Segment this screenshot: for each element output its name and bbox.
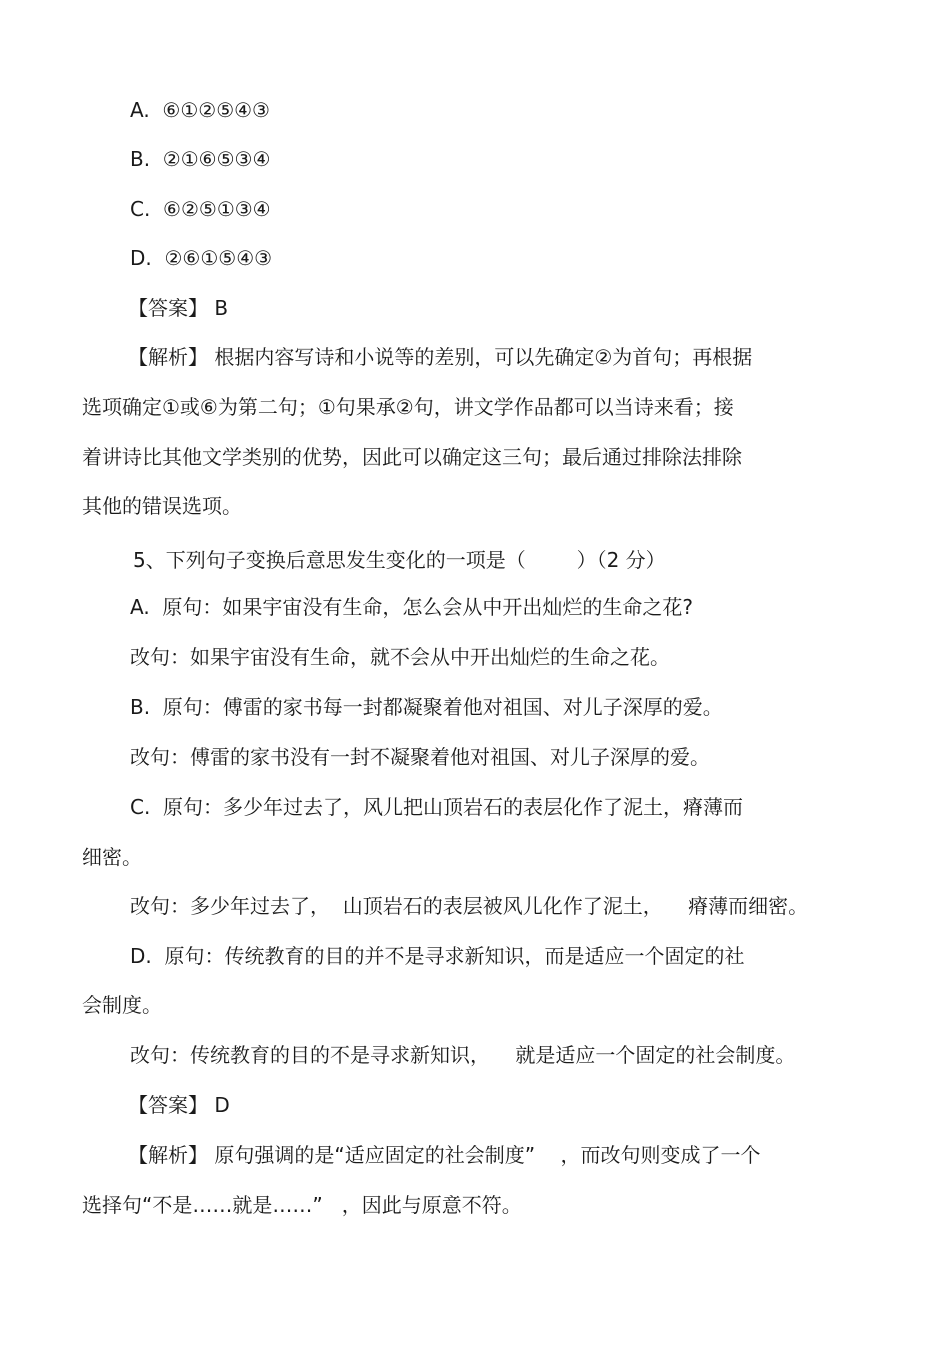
option-d: D. ②⑥①⑤④③ <box>130 246 273 270</box>
q5-option-d-revised: 改句：传统教育的目的不是寻求新知识， 就是适应一个固定的社会制度。 <box>130 1043 796 1067</box>
analysis-1-line-2: 选项确定①或⑥为第二句；①句果承②句，讲文学作品都可以当诗来看；接 <box>82 395 734 419</box>
q5-option-d-original: D. 原句：传统教育的目的并不是寻求新知识，而是适应一个固定的社 <box>130 944 745 968</box>
q5-option-b-revised: 改句：傅雷的家书没有一封不凝聚着他对祖国、对儿子深厚的爱。 <box>130 745 710 769</box>
option-c: C. ⑥②⑤①③④ <box>130 197 271 221</box>
option-a: A. ⑥①②⑤④③ <box>130 98 270 122</box>
q5-option-c-revised: 改句：多少年过去了， 山顶岩石的表层被风儿化作了泥土， 瘠薄而细密。 <box>130 894 809 918</box>
answer-2: 【答案】 D <box>128 1093 230 1117</box>
q5-option-a-revised: 改句：如果宇宙没有生命，就不会从中开出灿烂的生命之花。 <box>130 645 670 669</box>
question-5: 5、下列句子变换后意思发生变化的一项是（ ）（2 分） <box>133 548 666 572</box>
answer-1: 【答案】 B <box>128 296 229 320</box>
analysis-1-line-3: 着讲诗比其他文学类别的优势，因此可以确定这三句；最后通过排除法排除 <box>82 445 742 469</box>
q5-option-d-original-cont: 会制度。 <box>82 993 162 1017</box>
analysis-2-line-1: 【解析】 原句强调的是“适应固定的社会制度” ，而改句则变成了一个 <box>128 1143 761 1167</box>
q5-option-a-original: A. 原句：如果宇宙没有生命，怎么会从中开出灿烂的生命之花? <box>130 595 694 619</box>
q5-option-b-original: B. 原句：傅雷的家书每一封都凝聚着他对祖国、对儿子深厚的爱。 <box>130 695 723 719</box>
option-b: B. ②①⑥⑤③④ <box>130 147 271 171</box>
analysis-1-line-1: 【解析】 根据内容写诗和小说等的差别，可以先确定②为首句；再根据 <box>128 345 753 369</box>
analysis-2-line-2: 选择句“不是……就是……” ，因此与原意不符。 <box>82 1193 522 1217</box>
q5-option-c-original: C. 原句：多少年过去了，风儿把山顶岩石的表层化作了泥土，瘠薄而 <box>130 795 744 819</box>
q5-option-c-original-cont: 细密。 <box>82 845 142 869</box>
analysis-1-line-4: 其他的错误选项。 <box>82 494 242 518</box>
